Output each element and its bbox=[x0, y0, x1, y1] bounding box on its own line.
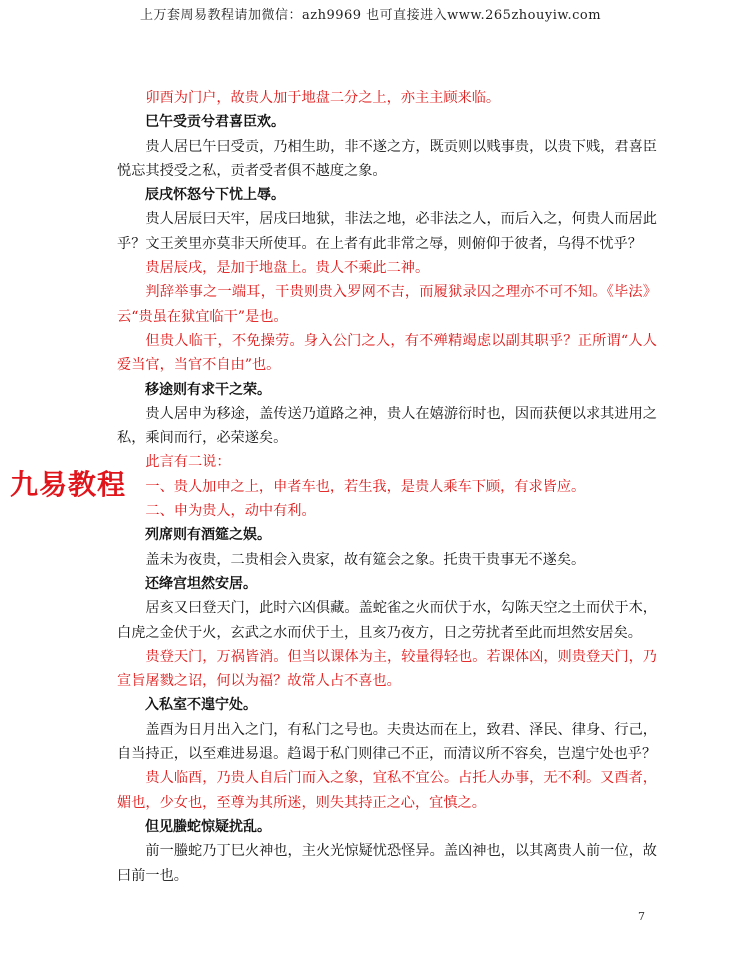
section-heading: 还绛宫坦然安居。 bbox=[145, 575, 257, 592]
body-paragraph: 居亥又曰登天门，此时六凶俱藏。盖蛇雀之火而伏于水，勾陈天空之土而伏于木，白虎之金伏于火，玄武之水而伏于土，且亥乃夜方，日之劳扰者至此而坦然安居矣。 bbox=[117, 600, 657, 641]
section-heading: 列席则有酒筵之娱。 bbox=[145, 527, 271, 544]
body-paragraph: 盖未为夜贵，二贵相会入贵家，故有筵会之象。托贵干贵事无不遂矣。 bbox=[145, 551, 586, 568]
section-heading: 移途则有求干之荣。 bbox=[145, 381, 271, 398]
body-paragraph: 贵人居巳午曰受贡，乃相生助，非不遂之方，既贡则以贱事贵，以贵下贱，君喜臣悦忘其授受之私，贡者受者俱不越度之象。 bbox=[117, 138, 657, 179]
commentary-paragraph: 贵人临酉，乃贵人自后门而入之象，宜私不宜公。占托人办事，无不利。又酉者，媚也，少女也，至尊为其所迷，则失其持正之心，宜慎之。 bbox=[117, 770, 657, 811]
section-heading: 入私室不遑宁处。 bbox=[145, 697, 257, 714]
section-heading: 辰戌怀怒兮下忧上辱。 bbox=[145, 187, 285, 204]
commentary-paragraph: 贵登天门，万祸皆消。但当以课体为主，较量得轻也。若课体凶，则贵登天门，乃宣旨屠戮之诏，何以为福？故常人占不喜也。 bbox=[117, 648, 657, 690]
commentary-paragraph: 卯酉为门户，故贵人加于地盘二分之上，亦主主顾来临。 bbox=[145, 90, 501, 106]
body-paragraph: 前一螣蛇乃丁巳火神也，主火光惊疑忧恐怪异。盖凶神也，以其离贵人前一位，故曰前一也。 bbox=[117, 843, 657, 884]
section-heading: 但见螣蛇惊疑扰乱。 bbox=[145, 818, 271, 835]
commentary-paragraph: 二、申为贵人，动中有利。 bbox=[145, 503, 316, 520]
commentary-paragraph: 一、贵人加申之上，申者车也，若生我，是贵人乘车下顾，有求皆应。 bbox=[145, 478, 586, 495]
body-paragraph: 贵人居辰曰天牢，居戌曰地狱，非法之地，必非法之人，而后入之，何贵人而居此乎？文王羑里亦莫非天所使耳。在上者有此非常之辱，则俯仰于彼者，乌得不忧乎？ bbox=[117, 211, 657, 252]
document-body bbox=[117, 86, 657, 888]
section-heading: 巳午受贡兮君喜臣欢。 bbox=[145, 114, 285, 131]
commentary-paragraph: 判辞举事之一端耳，干贵则贵入罗网不吉，而履狱录囚之理亦不可不知。《毕法》云“贵虽在狱宜临干”是也。 bbox=[117, 284, 657, 325]
page-number: 7 bbox=[638, 910, 645, 923]
commentary-paragraph: 此言有二说： bbox=[145, 454, 231, 471]
commentary-paragraph: 但贵人临干，不免操劳。身入公门之人，有不殚精竭虑以副其职乎？正所谓“人人爱当官，当官不自由”也。 bbox=[117, 332, 657, 374]
page-header: 上万套周易教程请加微信：azh9969 也可直接进入www.265zhouyiw.com bbox=[139, 8, 602, 23]
body-paragraph: 盖酉为日月出入之门，有私门之号也。夫贵达而在上，致君、泽民、律身、行己，自当持正，以至难进易退。趋谒于私门则律己不正，而清议所不容矣，岂遑宁处也乎？ bbox=[117, 721, 657, 763]
commentary-paragraph: 贵居辰戌，是加于地盘上。贵人不乘此二神。 bbox=[145, 260, 430, 277]
watermark-logo-text: 九易教程 bbox=[10, 468, 127, 501]
body-paragraph: 贵人居申为移途，盖传送乃道路之神，贵人在嬉游衍时也，因而获便以求其进用之私，乘间而行，必荣遂矣。 bbox=[117, 405, 657, 447]
